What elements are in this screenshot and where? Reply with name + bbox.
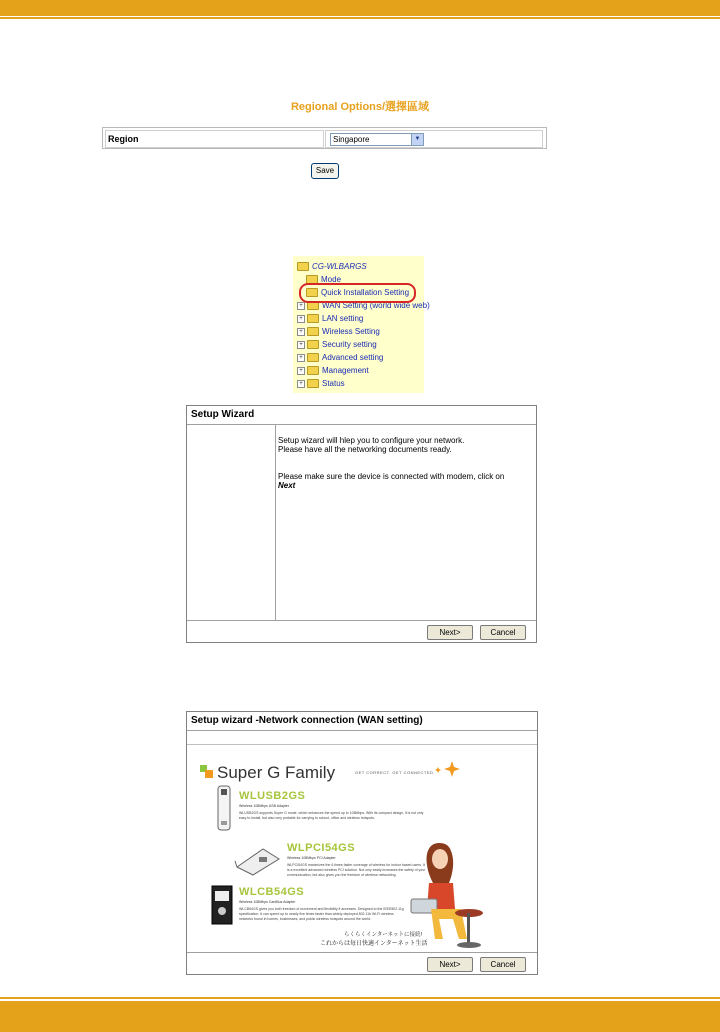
expand-icon[interactable]: + [297, 380, 305, 388]
brand-tagline: GET CORRECT. GET CONNECTED. [355, 770, 436, 775]
next-button[interactable]: Next> [427, 625, 473, 640]
wizard-side-pane [187, 425, 276, 620]
product-name: WLPCI54GS [287, 842, 356, 854]
wizard-text-line: Setup wizard will hlep you to configure your network. [278, 436, 465, 445]
folder-icon [307, 353, 319, 362]
expand-icon[interactable]: + [297, 367, 305, 375]
tree-item-label: WAN Setting (world wide web) [322, 301, 430, 310]
tree-item-label: Security setting [322, 340, 377, 349]
sparkle-icon [432, 759, 462, 779]
network-connection-dialog [186, 711, 538, 975]
tree-item-security-setting[interactable] [297, 340, 377, 350]
usb-adapter-image [217, 785, 231, 831]
tree-item-label: LAN setting [322, 314, 364, 323]
product-subtitle: Wireless 108Mbps PCI Adapter [287, 856, 336, 860]
dialog-subbar [187, 731, 537, 745]
cancel-button[interactable]: Cancel [480, 957, 526, 972]
wizard-text-line: Please have all the networking documents ready. [278, 445, 452, 454]
dialog-footer [187, 952, 537, 975]
cancel-button[interactable]: Cancel [480, 625, 526, 640]
tree-root[interactable] [297, 262, 367, 272]
tree-item-wireless-setting[interactable] [297, 327, 380, 337]
super-g-banner [187, 745, 537, 952]
product-name: WLUSB2GS [239, 790, 306, 802]
save-button[interactable]: Save [311, 163, 339, 179]
header-band [0, 0, 720, 16]
regional-options-title: Regional Options/選擇區域 [290, 101, 430, 113]
region-selected-value: Singapore [333, 135, 370, 144]
region-table [102, 127, 547, 149]
tree-item-lan-setting[interactable] [297, 314, 363, 324]
expand-icon[interactable]: + [297, 341, 305, 349]
setup-wizard-dialog [186, 405, 537, 643]
dialog-footer [187, 620, 536, 643]
pci-adapter-image [233, 845, 283, 877]
folder-icon [297, 262, 309, 271]
highlight-annotation [299, 283, 416, 303]
tree-item-label: Management [322, 366, 369, 375]
tree-item-management[interactable] [297, 366, 369, 376]
region-select[interactable] [330, 133, 424, 146]
tree-item-label: Quick Installation Setting [321, 288, 410, 297]
chevron-down-icon[interactable]: ▼ [411, 134, 423, 145]
footer-band [0, 1001, 720, 1032]
super-g-logo-icon [200, 765, 213, 778]
product-description: WLPCI54GS maximizes the 6 times faster coverage of wireless for indoor based users. It is a excellent advanced wireless PCI solution. Not only easily increases the safety of your communication, but also gives you the freedom of wireless networking. [287, 863, 426, 877]
product-subtitle: Wireless 108Mbps CardBus Adapter [239, 900, 296, 904]
expand-icon[interactable]: + [297, 315, 305, 323]
wizard-content [278, 436, 528, 490]
product-description: WLUSB2GS supports Super G mode, which enhances the speed up to 108Mbps. With its compact design, it is not only easy to install, but also very portable for carrying to school, office and wireless hotspots. [239, 811, 424, 820]
tree-item-label: Mode [321, 275, 342, 284]
japanese-slogan: これからは毎日快適インターネット生活 [320, 941, 428, 947]
tree-item-label: Wireless Setting [322, 327, 380, 336]
tree-item-advanced-setting[interactable] [297, 353, 383, 363]
brand-title: Super G Family [217, 763, 336, 782]
folder-icon [307, 366, 319, 375]
expand-icon[interactable]: + [297, 328, 305, 336]
dialog-title: Setup wizard -Network connection (WAN setting) [187, 712, 537, 731]
wizard-next-hint: Next [278, 481, 296, 490]
folder-icon [307, 314, 319, 323]
expand-icon[interactable]: + [297, 354, 305, 362]
expand-icon[interactable]: + [297, 302, 305, 310]
product-description: WLCB54GS gives you both freedom of movement and flexibility if accesses. Designed to the IEEE802.11g specification. It can speed up to nearly five times faster than widely deployed 802.11b Wi-Fi wireless networks found in homes, businesses, and public wireless hotspots around the world. [239, 907, 404, 921]
wizard-text-line: Please make sure the device is connected with modem, click on [278, 472, 505, 481]
product-name: WLCB54GS [239, 886, 305, 898]
folder-icon [307, 379, 319, 388]
dialog-title: Setup Wizard [187, 406, 536, 425]
tree-item-status[interactable] [297, 379, 345, 389]
product-subtitle: Wireless 108Mbps USB Adapter [239, 804, 289, 808]
japanese-tagline: らくらくインターネットに接続! [344, 932, 423, 938]
header-rule [0, 17, 720, 19]
region-label: Region [105, 130, 324, 148]
folder-icon [307, 340, 319, 349]
tree-item-label: Advanced setting [322, 353, 384, 362]
next-button[interactable]: Next> [427, 957, 473, 972]
tree-root-label: CG-WLBARGS [312, 262, 367, 271]
footer-rule [0, 997, 720, 999]
tree-item-label: Status [322, 379, 345, 388]
cardbus-adapter-image [211, 885, 233, 925]
folder-icon [307, 327, 319, 336]
region-value-cell [325, 130, 543, 148]
